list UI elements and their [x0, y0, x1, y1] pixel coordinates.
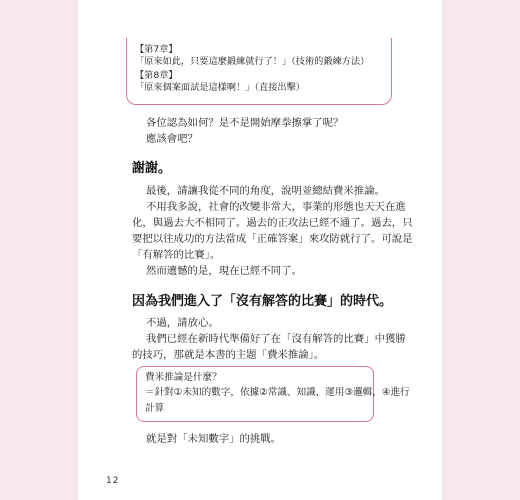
- chapter-8-text: 「原來個案面試是這樣啊！」（直接出擊）: [135, 82, 305, 93]
- chapter-7-text: 「原來如此，只要這麼鍛練就行了！」（技術的鍛練方法）: [135, 56, 370, 67]
- heading-no-answer-era: 因為我們進入了「沒有解答的比賽」的時代。: [132, 294, 393, 309]
- page-number: 12: [106, 476, 120, 486]
- definition-title: 費米推論是什麼？: [145, 372, 222, 383]
- para2-line-3: 的技巧，那就是本書的主題「費米推論」。: [132, 349, 325, 361]
- definition-line-2: 計算: [145, 403, 165, 414]
- para1-line-3: 化，與過去大不相同了。過去的正攻法已經不通了。過去，只: [132, 217, 413, 229]
- definition-line-1: ＝針對①未知的數字，依據②常識、知識，運用③邏輯，④進行: [145, 387, 410, 398]
- para1-line-2: 不用我多說，社會的改變非常大，事業的形態也天天在進: [146, 201, 406, 213]
- para1-line-6: 然而遺憾的是，現在已經不同了。: [146, 265, 302, 277]
- intro-line-2: 應該會吧？: [146, 133, 198, 145]
- definition-box: [136, 366, 410, 422]
- chapter-8-label: 【第8章】: [135, 70, 178, 81]
- chapter-summary-box: [126, 38, 392, 105]
- para1-line-1: 最後，請讓我從不同的角度，說明並總結費米推論。: [146, 185, 385, 197]
- heading-thanks: 謝謝。: [132, 161, 172, 176]
- para2-line-2: 我們已經在新時代準備好了在「沒有解答的比賽」中獲勝: [146, 333, 406, 345]
- intro-line-1: 各位認為如何？是不是開始摩拳擦掌了呢？: [146, 117, 344, 129]
- para1-line-5: 「有解答的比賽」。: [132, 249, 221, 261]
- para1-line-4: 要把以往成功的方法當成「正確答案」來攻防就行了。可說是: [132, 233, 413, 245]
- para2-line-1: 不過，請放心。: [146, 317, 219, 329]
- chapter-7-label: 【第7章】: [135, 44, 178, 55]
- closing-line: 就是對「未知數字」的挑戰。: [146, 433, 282, 445]
